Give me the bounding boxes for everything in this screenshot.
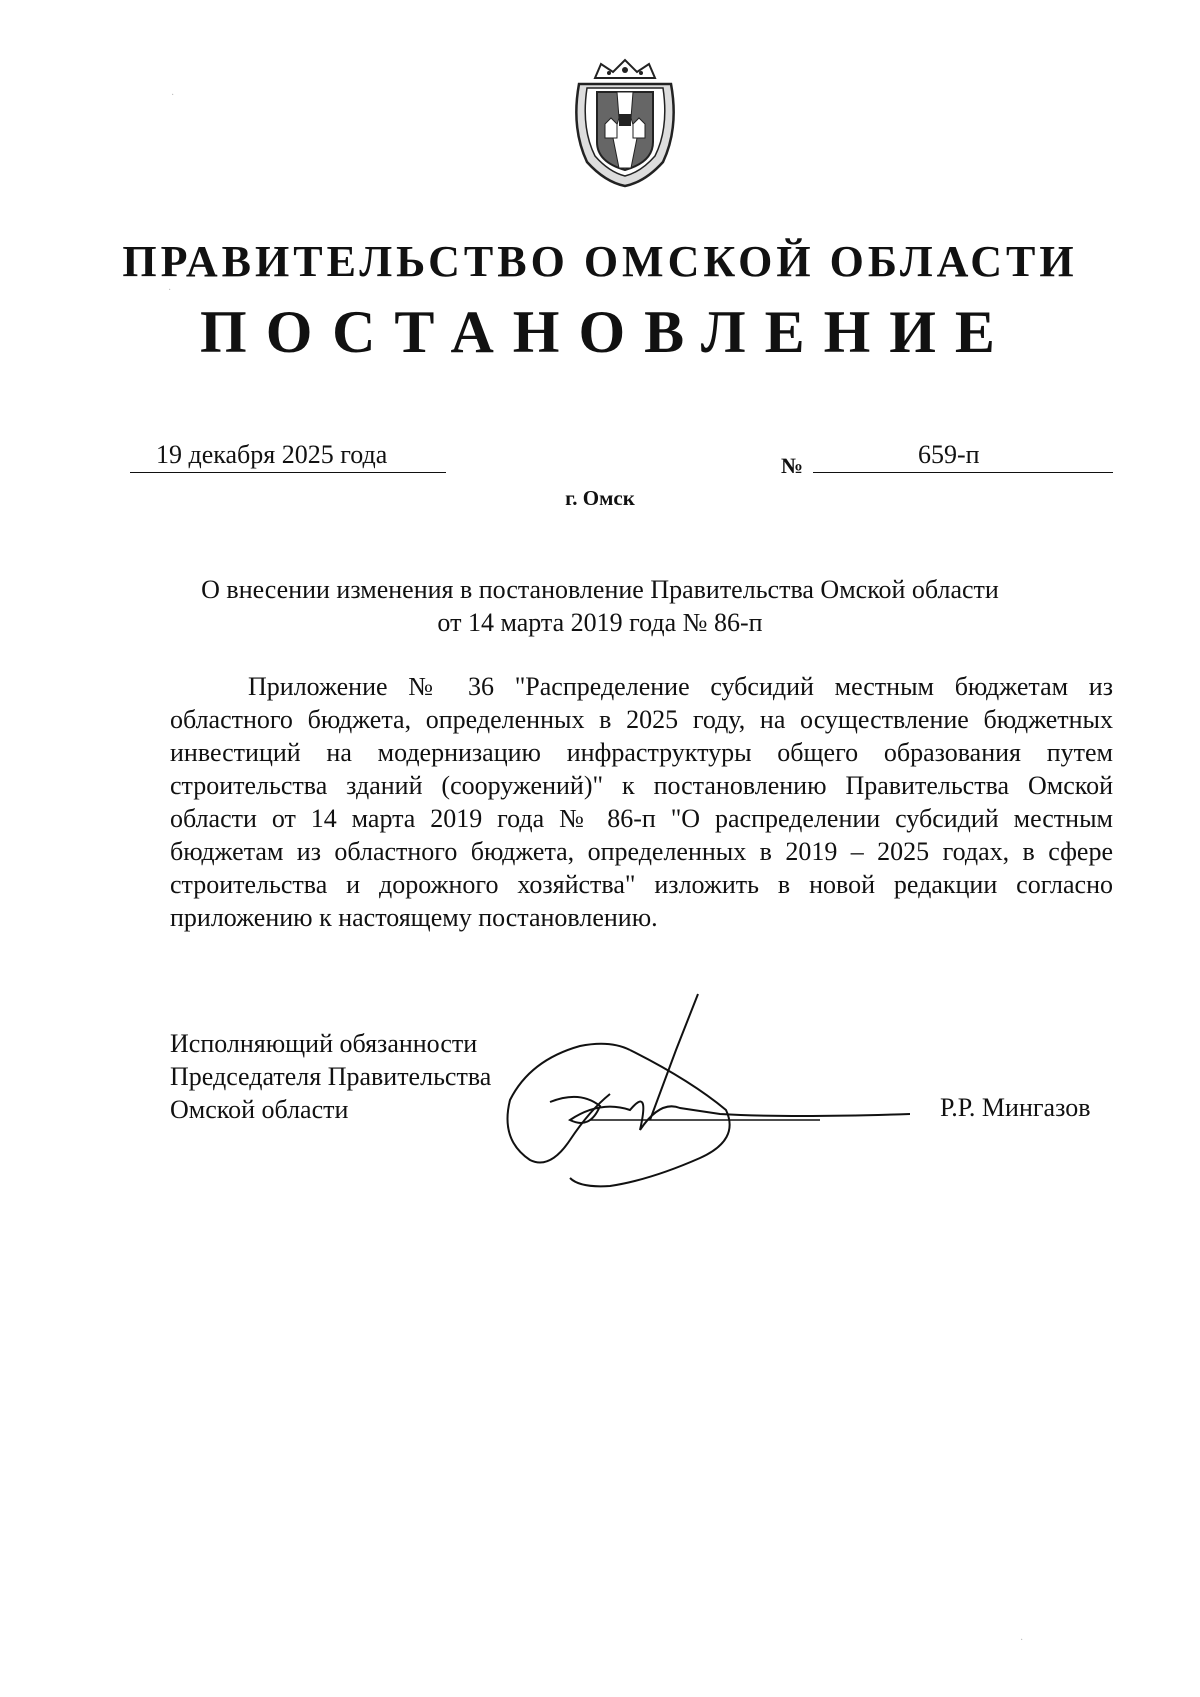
signatory-name: Р.Р. Мингазов bbox=[940, 1093, 1091, 1122]
scan-speck: · bbox=[168, 285, 172, 296]
document-date: 19 декабря 2025 года bbox=[156, 440, 388, 469]
position-line-1: Исполняющий обязанности bbox=[170, 1029, 478, 1058]
subject-line-2: от 14 марта 2019 года № 86-п bbox=[437, 608, 763, 637]
government-title: ПРАВИТЕЛЬСТВО ОМСКОЙ ОБЛАСТИ bbox=[122, 237, 1078, 286]
number-sign: № bbox=[781, 453, 804, 478]
body-paragraph: Приложение № 36 "Распределение субсидий местным бюджетам из областного бюджета, определенных в 2025 году, на осуществление бюджетных инвестиций на модернизацию инфраструктуры общего образования путем строительства зданий (сооружений)" к постановлению Правительства Омской области от 14 марта 2019 года № 86-п "О распределении субсидий местным бюджетам из областного бюджета, определенных в 2019 – 2025 годах, в сфере строительства и дорожного хозяйства" изложить в новой редакции согласно приложению к настоящему постановлению. bbox=[170, 672, 1113, 932]
signatory-position bbox=[170, 1027, 491, 1126]
position-line-2: Председателя Правительства bbox=[170, 1062, 492, 1091]
handwritten-signature bbox=[490, 990, 910, 1190]
document-number: 659-п bbox=[918, 440, 980, 469]
scan-speck: · bbox=[1020, 1635, 1024, 1646]
city-label: г. Омск bbox=[565, 486, 635, 510]
document-subject bbox=[150, 573, 1050, 639]
document-type-heading: ПОСТАНОВЛЕНИЕ bbox=[200, 299, 1014, 365]
coat-of-arms-emblem bbox=[565, 58, 685, 188]
subject-line-1: О внесении изменения в постановление Правительства Омской области bbox=[201, 575, 999, 604]
scan-speck: · bbox=[171, 90, 175, 101]
position-line-3: Омской области bbox=[170, 1095, 349, 1124]
